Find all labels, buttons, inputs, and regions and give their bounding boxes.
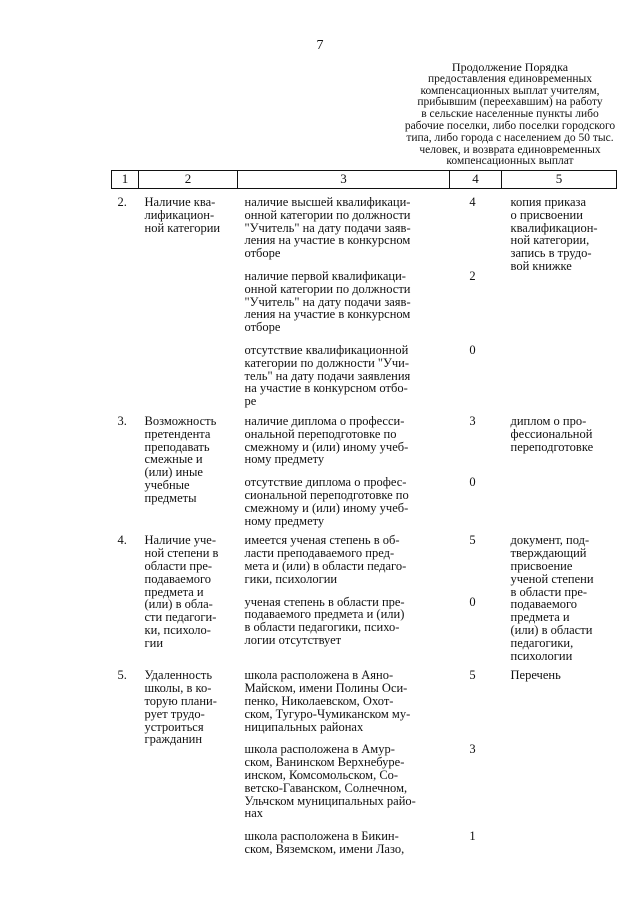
score-value: 0: [469, 475, 476, 490]
criterion-name: [139, 196, 238, 408]
score-value: 5: [469, 533, 476, 548]
condition-line: школа расположена в Амур-: [244, 742, 395, 757]
document-line: тверждающий: [510, 546, 587, 561]
header-line: в сельские населенные пункты либо: [421, 108, 599, 121]
confirming-document: [502, 196, 617, 408]
condition-line: ления на участие в конкурсном: [244, 307, 411, 322]
column-header: 2: [139, 171, 238, 189]
document-line: фессиональной: [510, 426, 593, 441]
condition-line: смежному и (или) иному учеб-: [244, 500, 409, 515]
condition-line: нах: [244, 806, 263, 821]
condition-line: Майском, имени Полины Оси-: [244, 681, 408, 696]
document-line: о присвоении: [510, 207, 583, 222]
criterion-name-line: предметы: [144, 490, 197, 505]
condition-line: школа расположена в Бикин-: [244, 829, 399, 844]
header-line: рабочие поселки, либо поселки городского: [404, 119, 616, 132]
row-number: 5.: [117, 668, 127, 683]
condition-line: смежному и (или) иному учеб-: [244, 439, 409, 454]
header-line: компенсационных выплат учителям,: [420, 84, 600, 97]
condition-line: отсутствие диплома о профес-: [244, 475, 407, 490]
header-line: Продолжение Порядка: [451, 60, 569, 74]
condition-line: подаваемого предмета и (или): [244, 607, 405, 622]
condition-line: ному предмету: [244, 452, 325, 467]
condition-line: школа расположена в Аяно-: [244, 668, 394, 683]
criterion-name-line: устроиться: [144, 719, 204, 734]
document-line: Перечень: [510, 668, 561, 683]
score-value: 5: [469, 668, 476, 683]
row-number: 2.: [117, 195, 127, 209]
document-line: квалификацион-: [510, 220, 598, 235]
condition-line: отсутствие квалификационной: [244, 342, 409, 357]
criterion-name: [139, 415, 238, 527]
criterion-name-line: школы, в ко-: [144, 681, 212, 696]
criterion-scores: [450, 669, 502, 855]
condition-line: логии отсутствует: [244, 632, 342, 647]
condition-line: тель" на дату подачи заявления: [244, 368, 411, 383]
score-value: 3: [469, 414, 476, 428]
criterion-name-line: Возможность: [144, 414, 217, 428]
condition-block: [245, 344, 442, 408]
criterion-conditions: [238, 415, 450, 527]
criterion-conditions: [238, 669, 450, 855]
document-line: копия приказа: [510, 195, 586, 209]
criterion-scores: [450, 415, 502, 527]
condition-line: имеется ученая степень в об-: [244, 533, 400, 548]
table-row: [112, 196, 617, 408]
condition-line: ласти преподаваемого пред-: [244, 546, 395, 561]
header-line: человек, и возврата единовременных: [419, 143, 601, 156]
header-line: типа, либо города с населением до 50 тыс.: [406, 131, 614, 144]
criterion-name-line: смежные и: [144, 452, 203, 467]
criteria-table: [111, 170, 617, 856]
condition-line: сиональной переподготовке по: [244, 487, 409, 502]
condition-line: ском, Ванинском Верхнебуре-: [244, 755, 405, 770]
condition-line: ветско-Гаванском, Солнечном,: [244, 780, 408, 795]
condition-line: наличие высшей квалификаци-: [244, 195, 411, 209]
criterion-scores: [450, 534, 502, 662]
criterion-name-line: Наличие ква-: [144, 195, 216, 209]
condition-line: категории по должности "Учи-: [244, 355, 409, 370]
document-line: в области пре-: [510, 584, 588, 599]
score-value: 0: [469, 343, 476, 357]
score-value: 3: [469, 742, 476, 757]
table-row: [112, 534, 617, 662]
document-line: ученой степени: [510, 571, 594, 586]
criterion-name-line: сти педагоги-: [144, 610, 217, 625]
criterion-name-line: торую плани-: [144, 693, 217, 708]
criterion-name-line: подаваемого: [144, 571, 212, 586]
condition-line: пенко, Николаевском, Охот-: [244, 693, 394, 708]
header-line: предоставления единовременных: [427, 72, 593, 85]
condition-block: [245, 596, 442, 647]
condition-line: наличие диплома о професси-: [244, 414, 405, 428]
condition-line: онной категории по должности: [244, 207, 411, 222]
criterion-conditions: [238, 196, 450, 408]
document-header: [360, 62, 640, 168]
criterion-name-line: ной степени в: [144, 546, 219, 561]
condition-line: ре: [244, 394, 257, 409]
criterion-name-line: учебные: [144, 477, 190, 492]
score-value: 2: [469, 269, 476, 283]
condition-block: [245, 669, 442, 733]
column-header: 1: [112, 171, 139, 189]
condition-line: "Учитель" на дату подачи заяв-: [244, 294, 411, 309]
document-line: запись в трудо-: [510, 246, 592, 261]
criterion-name-line: претендента: [144, 426, 211, 441]
header-line: компенсационных выплат: [446, 155, 574, 168]
score-value: 4: [469, 195, 476, 209]
document-line: педагогики,: [510, 635, 574, 650]
document-line: переподготовке: [510, 439, 594, 454]
table-body: [112, 189, 617, 856]
condition-line: "Учитель" на дату подачи заяв-: [244, 220, 411, 235]
condition-block: [245, 415, 442, 466]
document-line: присвоение: [510, 558, 573, 573]
confirming-document: [502, 669, 617, 855]
document-line: ной категории,: [510, 233, 590, 248]
condition-line: инском, Комсомольском, Со-: [244, 767, 399, 782]
table-header-row: [112, 171, 617, 189]
criterion-name: [139, 669, 238, 855]
criterion-name-line: ной категории: [144, 220, 221, 235]
score-value: 0: [469, 594, 476, 609]
condition-line: на участие в конкурсном отбо-: [244, 381, 408, 396]
document-line: (или) в области: [510, 622, 593, 637]
condition-line: гики, психологии: [244, 571, 338, 586]
condition-line: ском, Тугуро-Чумиканском му-: [244, 706, 411, 721]
table-row: [112, 669, 617, 855]
condition-line: мета и (или) в области педаго-: [244, 558, 407, 573]
criterion-scores: [450, 196, 502, 408]
document-line: диплом о про-: [510, 414, 587, 428]
criterion-name-line: гражданин: [144, 732, 203, 747]
condition-block: [245, 743, 442, 820]
criterion-name-line: Наличие уче-: [144, 533, 217, 548]
criterion-name-line: (или) иные: [144, 465, 203, 480]
document-line: вой книжке: [510, 258, 572, 273]
table-row: [112, 415, 617, 527]
confirming-document: [502, 415, 617, 527]
condition-block: [245, 830, 442, 856]
column-header: 4: [450, 171, 502, 189]
criterion-name-line: (или) в обла-: [144, 597, 213, 612]
condition-line: ском, Вяземском, имени Лазо,: [244, 841, 405, 856]
criterion-name-line: предмета и: [144, 584, 204, 599]
criterion-conditions: [238, 534, 450, 662]
document-line: подаваемого: [510, 597, 578, 612]
score-value: 1: [469, 829, 476, 844]
document-line: психологии: [510, 648, 573, 663]
criterion-name-line: преподавать: [144, 439, 210, 454]
condition-line: отборе: [244, 246, 281, 261]
row-number: 4.: [117, 533, 127, 548]
confirming-document: [502, 534, 617, 662]
column-header: 3: [238, 171, 450, 189]
page-number: 7: [316, 38, 324, 53]
condition-line: ученая степень в области пре-: [244, 594, 405, 609]
condition-line: наличие первой квалификаци-: [244, 268, 406, 283]
condition-line: ональной переподготовке по: [244, 426, 397, 441]
criterion-name-line: лификацион-: [144, 207, 215, 222]
row-number: 3.: [117, 414, 127, 428]
criterion-name-line: Удаленность: [144, 668, 213, 683]
condition-block: [245, 196, 442, 260]
condition-block: [245, 476, 442, 527]
condition-line: Ульчском муниципальных райо-: [244, 793, 416, 808]
condition-line: онной категории по должности: [244, 281, 411, 296]
criterion-name-line: области пре-: [144, 558, 213, 573]
condition-line: отборе: [244, 320, 281, 335]
header-line: прибывшим (переехавшим) на работу: [417, 96, 603, 109]
criterion-name-line: рует трудо-: [144, 706, 205, 721]
document-line: предмета и: [510, 610, 570, 625]
column-header: 5: [502, 171, 617, 189]
condition-line: ниципальных районах: [244, 719, 364, 734]
criterion-name-line: гии: [144, 635, 164, 650]
criterion-name-line: ки, психоло-: [144, 622, 211, 637]
condition-line: ления на участие в конкурсном: [244, 233, 411, 248]
document-line: документ, под-: [510, 533, 590, 548]
criterion-name: [139, 534, 238, 662]
condition-line: ному предмету: [244, 513, 325, 528]
condition-block: [245, 270, 442, 334]
condition-block: [245, 534, 442, 585]
condition-line: в области педагогики, психо-: [244, 620, 400, 635]
